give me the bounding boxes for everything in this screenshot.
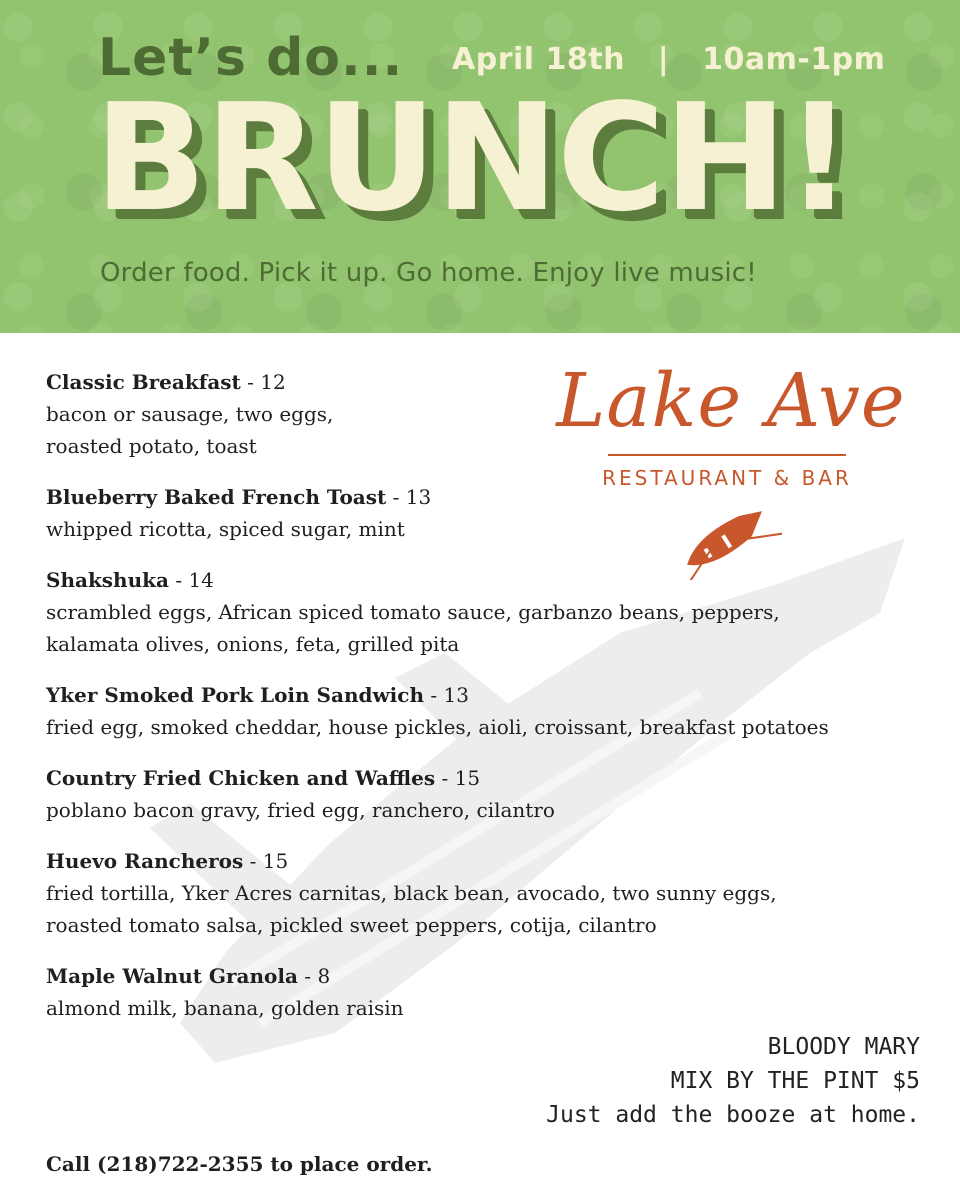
- item-description: roasted potato, toast: [46, 434, 257, 458]
- item-description: kalamata olives, onions, feta, grilled pita: [46, 632, 460, 656]
- logo-subtitle: RESTAURANT & BAR: [602, 466, 852, 490]
- menu-item: [46, 762, 866, 826]
- event-time: 10am-1pm: [702, 42, 886, 77]
- menu-item: [46, 481, 866, 545]
- item-name: Blueberry Baked French Toast: [46, 485, 387, 509]
- item-name: Yker Smoked Pork Loin Sandwich: [46, 683, 424, 707]
- item-description: almond milk, banana, golden raisin: [46, 996, 404, 1020]
- logo-wordmark: Lake Ave: [556, 358, 906, 444]
- bloody-mary-note: [546, 1030, 920, 1132]
- menu-list: [46, 366, 866, 1043]
- menu-item: [46, 564, 866, 660]
- price-separator: -: [168, 568, 189, 592]
- menu-item: [46, 679, 866, 743]
- item-price: 15: [262, 849, 289, 873]
- price-separator: -: [435, 766, 455, 790]
- item-price: 14: [188, 568, 214, 592]
- price-separator: -: [240, 370, 261, 394]
- item-name: Country Fried Chicken and Waffles: [46, 766, 436, 790]
- item-name: Shakshuka: [46, 568, 169, 592]
- event-date: April 18th: [452, 42, 625, 77]
- item-description: scrambled eggs, African spiced tomato sauce, garbanzo beans, peppers,: [46, 600, 780, 624]
- item-description: bacon or sausage, two eggs,: [46, 402, 334, 426]
- item-name: Maple Walnut Granola: [46, 964, 298, 988]
- item-name: Huevo Rancheros: [46, 849, 244, 873]
- date-separator: |: [657, 42, 670, 77]
- item-description: fried tortilla, Yker Acres carnitas, black bean, avocado, two sunny eggs,: [46, 881, 777, 905]
- item-price: 8: [317, 964, 331, 988]
- menu-item: [46, 960, 866, 1024]
- headline: BRUNCH!: [94, 72, 851, 244]
- price-separator: -: [297, 964, 318, 988]
- intro-text: Let’s do...: [98, 28, 404, 88]
- item-price: 13: [405, 485, 432, 509]
- bloody-mary-note-text: Just add the booze at home.: [546, 1102, 920, 1128]
- price-separator: -: [243, 849, 263, 873]
- price-separator: -: [424, 683, 444, 707]
- item-price: 13: [443, 683, 469, 707]
- item-name: Classic Breakfast: [46, 370, 241, 394]
- item-description: roasted tomato salsa, pickled sweet peppers, cotija, cilantro: [46, 913, 657, 937]
- price-separator: -: [386, 485, 406, 509]
- item-description: fried egg, smoked cheddar, house pickles, aioli, croissant, breakfast potatoes: [46, 715, 829, 739]
- tagline: Order food. Pick it up. Go home. Enjoy live music!: [100, 258, 757, 288]
- menu-item: [46, 845, 866, 941]
- header-banner: [0, 0, 960, 333]
- item-price: 12: [260, 370, 286, 394]
- item-description: poblano bacon gravy, fried egg, ranchero, cilantro: [46, 798, 555, 822]
- bloody-mary-title: BLOODY MARY: [767, 1034, 920, 1060]
- bloody-mary-price: MIX BY THE PINT $5: [670, 1068, 920, 1094]
- menu-item: [46, 366, 866, 462]
- item-price: 15: [454, 766, 481, 790]
- call-to-order: Call (218)722-2355 to place order.: [46, 1152, 433, 1176]
- item-description: whipped ricotta, spiced sugar, mint: [46, 517, 405, 541]
